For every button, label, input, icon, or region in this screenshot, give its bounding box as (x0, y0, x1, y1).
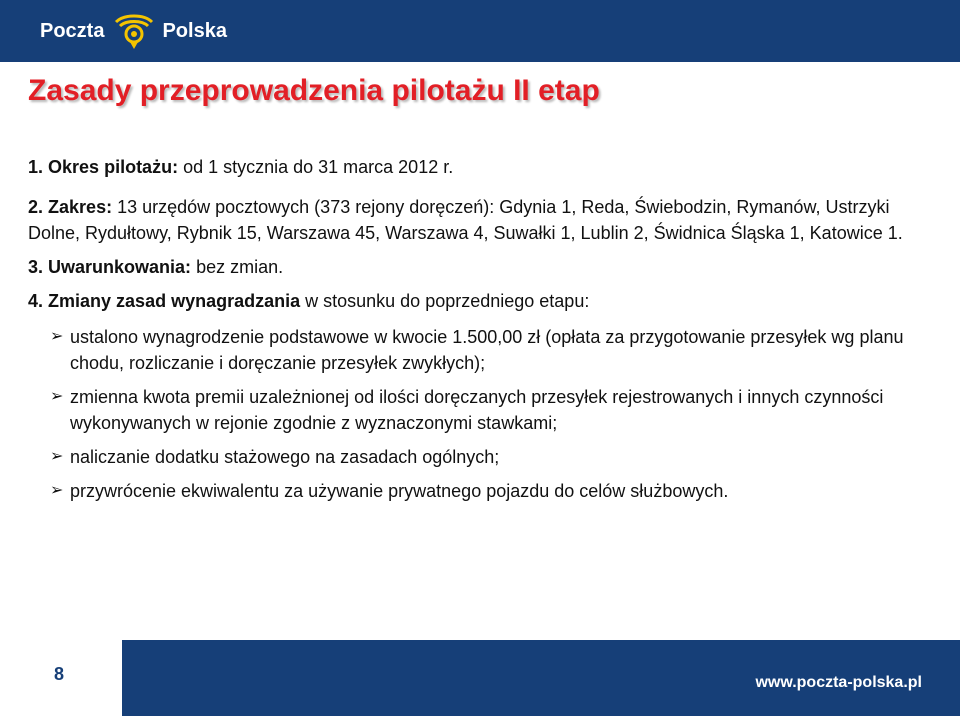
item-number: 4. (28, 291, 44, 311)
item-number: 2. (28, 197, 44, 217)
item-text: od 1 stycznia do 31 marca 2012 r. (178, 157, 454, 177)
list-item (28, 254, 908, 280)
item-label: Zmiany zasad wynagradzania (48, 291, 301, 311)
item-text: bez zmian. (191, 257, 284, 277)
arrow-bullet-icon: ➢ (50, 482, 64, 499)
posthorn-icon (110, 12, 158, 50)
list-item (28, 194, 908, 246)
content (28, 154, 908, 512)
bullet-item (50, 478, 908, 504)
item-label: Okres pilotażu: (48, 157, 179, 177)
list-item (28, 288, 908, 314)
list-item (28, 154, 908, 180)
bullet-text: naliczanie dodatku stażowego na zasadach ogólnych; (70, 447, 500, 467)
bullet-text: zmienna kwota premii uzależnionej od ilości doręczanych przesyłek rejestrowanych i innych czynności wykonywanych w rejonie zgodnie z wyznaczonymi stawkami; (70, 387, 884, 433)
bullet-text: ustalono wynagrodzenie podstawowe w kwocie 1.500,00 zł (opłata za przygotowanie przesyłek wg planu chodu, rozliczanie i doręczanie przesyłek zwykłych); (70, 327, 904, 373)
page-title: Zasady przeprowadzenia pilotażu II etap (28, 74, 600, 107)
item-label: Uwarunkowania: (48, 257, 192, 277)
arrow-bullet-icon: ➢ (50, 388, 64, 405)
item-number: 3. (28, 257, 44, 277)
bullet-item (50, 324, 908, 376)
item-label: Zakres: (48, 197, 113, 217)
arrow-bullet-icon: ➢ (50, 328, 64, 345)
logo-text-right: Polska (162, 19, 227, 42)
item-text: 13 urzędów pocztowych (373 rejony doręczeń): Gdynia 1, Reda, Świebodzin, Rymanów, Ustrzyki Dolne, Rydułtowy, Rybnik 15, Warszawa 45, Warszawa 4, Suwałki 1, Lublin 2, Świdnica Śląska 1, Katowice 1. (28, 197, 903, 243)
page-number: 8 (54, 664, 65, 684)
bullet-item (50, 384, 908, 436)
poczta-polska-logo (40, 12, 227, 50)
item-text: w stosunku do poprzedniego etapu: (300, 291, 590, 311)
website-link[interactable]: www.poczta-polska.pl (755, 674, 922, 691)
arrow-bullet-icon: ➢ (50, 448, 64, 465)
logo-text-left: Poczta (40, 19, 105, 42)
bullet-text: przywrócenie ekwiwalentu za używanie prywatnego pojazdu do celów służbowych. (70, 481, 729, 501)
bullet-list (50, 324, 908, 504)
bullet-item (50, 444, 908, 470)
item-number: 1. (28, 157, 44, 177)
